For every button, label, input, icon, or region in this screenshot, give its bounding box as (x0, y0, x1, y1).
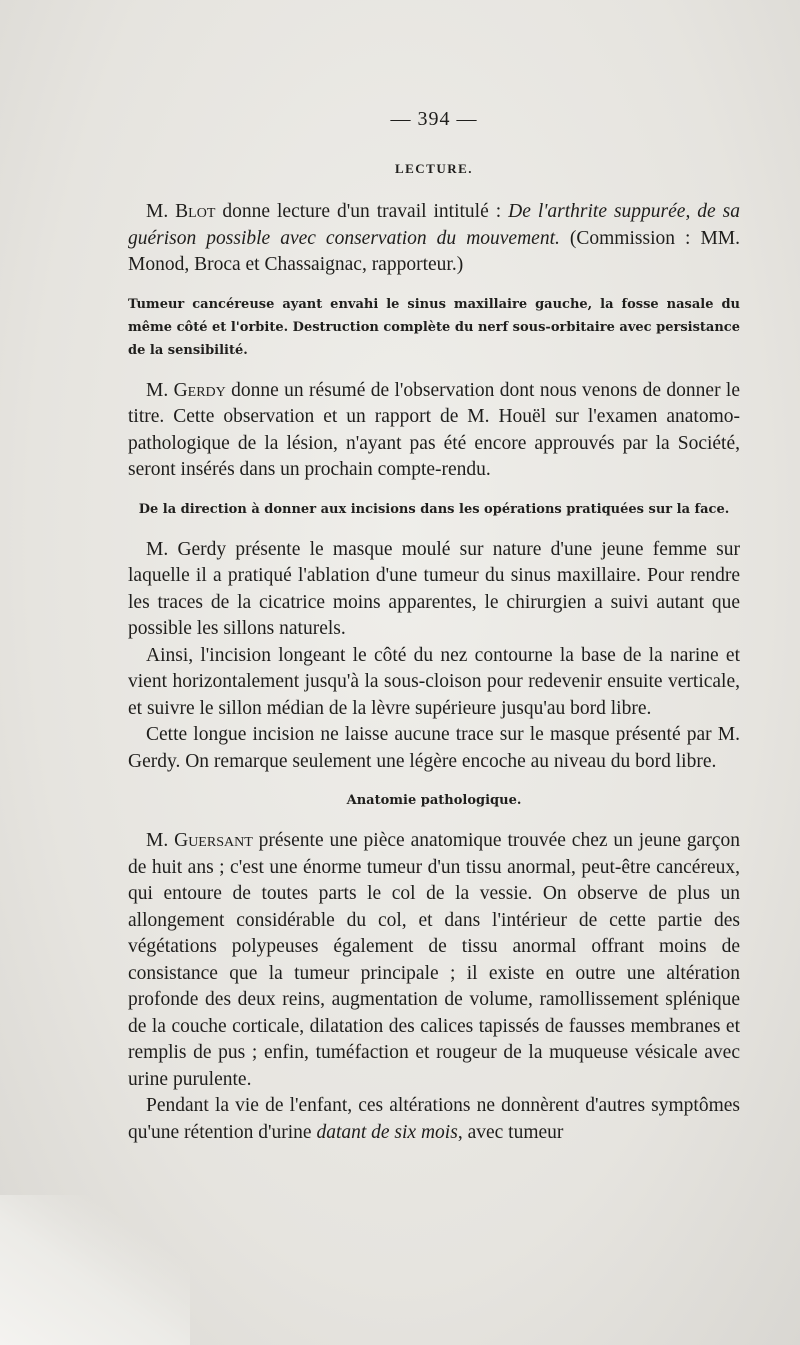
paragraph-gerdy-resume (128, 378, 740, 484)
section-label: LECTURE. (394, 161, 474, 176)
page-number: — 394 — (390, 108, 478, 130)
text-column (128, 108, 740, 1146)
paragraph-text: présente une pièce anatomique trouvée chez un jeune garçon de huit ans ; c'est une énorme tumeur d'un tissu anormal, peut-être cancéreux, qui entoure de toutes parts le col de la vessie. On observe de plus un allongement considérable du col, et dans l'intérieur de cette partie des végétations polypeuses également de tissu anormal offrant moins de consistance que la tumeur principale ; il existe en outre une altération profonde des deux reins, augmentation de volume, ramollissement splénique de la couche corticale, dilatation des calices tapissés de fausses membranes et remplis de pus ; enfin, tuméfaction et rougeur de la muqueuse vésicale avec urine purulente. (128, 830, 740, 1090)
paragraph-trace: Cette longue incision ne laisse aucune trace sur le masque présenté par M. Gerdy. On remarque seulement une légère encoche au niveau du bord libre. (128, 724, 740, 772)
paragraph-blot (128, 199, 740, 279)
work-title: De l'arthrite suppurée, de sa guérison possible avec conservation du mouvement. (128, 201, 740, 249)
paragraph-text: , avec tumeur (457, 1121, 564, 1143)
paragraph-text: donne un résumé de l'observation dont nous venons de donner le titre. Cette observation et un rapport de M. Houël sur l'examen anatomo-pathologique de la lésion, n'ayant pas été encore approuvés par la Société, seront insérés dans un prochain compte-rendu. (128, 379, 741, 480)
speaker-name: M. Gerdy (146, 379, 226, 401)
article-heading-incisions: De la direction à donner aux incisions dans les opérations pratiquées sur la face. (138, 501, 730, 517)
speaker-name: M. Guersant (146, 830, 253, 851)
paragraph-text: (Commission : MM. Monod, Broca et Chassaignac, rapporteur.) (128, 227, 740, 275)
article-heading-anatomie: Anatomie pathologique. (346, 793, 522, 808)
article-heading-tumeur: Tumeur cancéreuse ayant envahi le sinus maxillaire gauche, la fosse nasale du même côté et l'orbite. Destruction complète du nerf sous-orbitaire avec persistance de la sensibilité. (128, 296, 740, 358)
page-corner-fold (0, 1195, 190, 1345)
paragraph-symptomes (128, 1093, 740, 1146)
paragraph-text: donne lecture d'un travail intitulé : (215, 201, 509, 222)
paragraph-incision: Ainsi, l'incision longeant le côté du nez contourne la base de la narine et vient horizontalement jusqu'à la sous-cloison pour redevenir ensuite verticale, et suivre le sillon médian de la lèvre supérieure jusqu'au bord libre. (128, 644, 740, 719)
paragraph-text: Pendant la vie de l'enfant, ces altérations ne donnèrent d'autres symptômes qu'une rétention d'urine (128, 1095, 740, 1143)
italic-phrase: datant de six mois (316, 1121, 458, 1143)
paragraph-guersant (128, 828, 740, 1093)
speaker-name: M. Blot (146, 201, 216, 222)
paragraph-gerdy-masque: M. Gerdy présente le masque moulé sur nature d'une jeune femme sur laquelle il a pratiqué l'ablation d'une tumeur du sinus maxillaire. Pour rendre les traces de la cicatrice moins apparentes, le chirurgien a suivi autant que possible les sillons naturels. (128, 538, 740, 639)
